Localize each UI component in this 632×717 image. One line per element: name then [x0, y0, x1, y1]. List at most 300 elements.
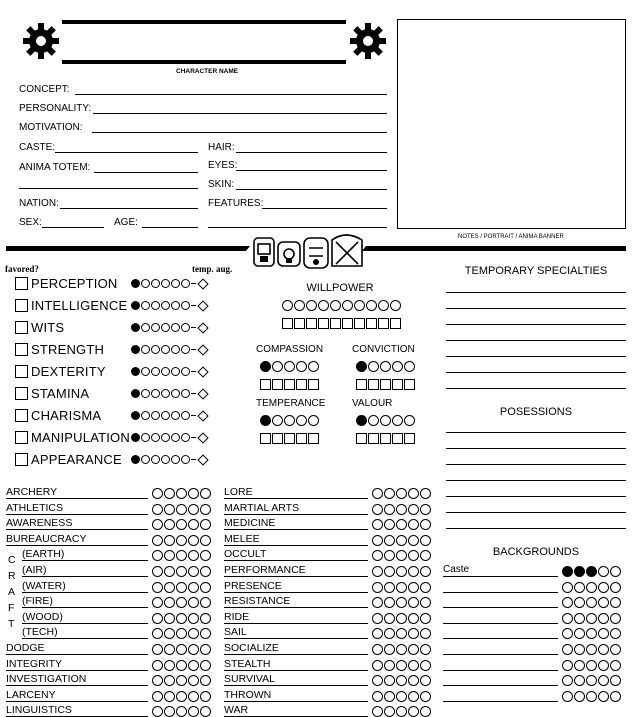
rating-dot[interactable]	[598, 644, 609, 655]
anima-totem-field[interactable]	[94, 172, 198, 173]
rating-dot[interactable]	[188, 597, 199, 608]
willpower-box[interactable]	[354, 318, 365, 329]
rating-dot[interactable]	[164, 488, 175, 499]
rating-dot[interactable]	[171, 301, 180, 310]
willpower-box[interactable]	[366, 318, 377, 329]
rating-dot[interactable]	[152, 597, 163, 608]
virtue-rating[interactable]	[260, 415, 319, 426]
rating-dot[interactable]	[161, 367, 170, 376]
rating-dot[interactable]	[562, 582, 573, 593]
rating-dot[interactable]	[408, 519, 419, 530]
rating-dot[interactable]	[586, 644, 597, 655]
rating-dot[interactable]	[200, 660, 211, 671]
rating-dot[interactable]	[610, 628, 621, 639]
personality-field[interactable]	[93, 113, 387, 114]
rating-dot[interactable]	[164, 644, 175, 655]
rating-dot[interactable]	[392, 415, 403, 426]
temp-aug-diamond[interactable]	[197, 366, 208, 377]
rating-dot[interactable]	[396, 488, 407, 499]
rating-dot[interactable]	[396, 613, 407, 624]
name-frame[interactable]	[62, 20, 346, 64]
rating-dot[interactable]	[164, 504, 175, 515]
rating-dot[interactable]	[141, 323, 150, 332]
background-rating[interactable]	[562, 628, 621, 639]
ability-rating[interactable]	[152, 550, 211, 561]
rating-dot[interactable]	[152, 613, 163, 624]
temp-aug-diamond[interactable]	[197, 410, 208, 421]
rating-dot[interactable]	[586, 566, 597, 577]
rating-dot[interactable]	[272, 415, 283, 426]
rating-dot[interactable]	[308, 361, 319, 372]
rating-dot[interactable]	[152, 628, 163, 639]
rating-dot[interactable]	[372, 535, 383, 546]
rating-dot[interactable]	[562, 660, 573, 671]
motivation-field[interactable]	[92, 132, 387, 133]
rating-dot[interactable]	[574, 597, 585, 608]
rating-dot[interactable]	[562, 597, 573, 608]
rating-dot[interactable]	[384, 675, 395, 686]
rating-dot[interactable]	[176, 550, 187, 561]
anima-totem-field-2[interactable]	[19, 188, 198, 189]
favored-checkbox[interactable]	[15, 299, 28, 312]
rating-dot[interactable]	[372, 675, 383, 686]
eyes-field[interactable]	[236, 170, 387, 171]
willpower-box[interactable]	[318, 318, 329, 329]
willpower-dot[interactable]	[390, 300, 401, 311]
rating-dot[interactable]	[171, 389, 180, 398]
willpower-box[interactable]	[342, 318, 353, 329]
willpower-box[interactable]	[294, 318, 305, 329]
ability-rating[interactable]	[372, 488, 431, 499]
rating-dot[interactable]	[164, 597, 175, 608]
rating-dot[interactable]	[141, 411, 150, 420]
rating-dot[interactable]	[164, 660, 175, 671]
rating-dot[interactable]	[260, 415, 271, 426]
rating-dot[interactable]	[141, 433, 150, 442]
favored-checkbox[interactable]	[15, 365, 28, 378]
rating-dot[interactable]	[161, 301, 170, 310]
rating-dot[interactable]	[420, 644, 431, 655]
virtue-box[interactable]	[392, 379, 403, 390]
rating-dot[interactable]	[396, 597, 407, 608]
rating-dot[interactable]	[141, 301, 150, 310]
rating-dot[interactable]	[598, 613, 609, 624]
willpower-dot[interactable]	[294, 300, 305, 311]
virtue-box[interactable]	[392, 433, 403, 444]
virtue-box[interactable]	[368, 433, 379, 444]
rating-dot[interactable]	[408, 675, 419, 686]
rating-dot[interactable]	[272, 361, 283, 372]
rating-dot[interactable]	[181, 279, 190, 288]
rating-dot[interactable]	[408, 488, 419, 499]
temp-aug-diamond[interactable]	[197, 322, 208, 333]
ability-rating[interactable]	[152, 628, 211, 639]
rating-dot[interactable]	[372, 504, 383, 515]
background-rating[interactable]	[562, 597, 621, 608]
rating-dot[interactable]	[181, 301, 190, 310]
virtue-rating[interactable]	[356, 415, 415, 426]
virtue-rating[interactable]	[260, 361, 319, 372]
rating-dot[interactable]	[396, 582, 407, 593]
virtue-box[interactable]	[380, 433, 391, 444]
rating-dot[interactable]	[151, 367, 160, 376]
virtue-box[interactable]	[404, 379, 415, 390]
rating-dot[interactable]	[372, 550, 383, 561]
ability-line[interactable]	[224, 576, 368, 577]
rating-dot[interactable]	[152, 488, 163, 499]
rating-dot[interactable]	[372, 660, 383, 671]
rating-dot[interactable]	[171, 433, 180, 442]
rating-dot[interactable]	[152, 519, 163, 530]
possession-line[interactable]	[446, 432, 626, 433]
rating-dot[interactable]	[404, 415, 415, 426]
rating-dot[interactable]	[392, 361, 403, 372]
rating-dot[interactable]	[188, 519, 199, 530]
rating-dot[interactable]	[598, 566, 609, 577]
rating-dot[interactable]	[372, 519, 383, 530]
rating-dot[interactable]	[296, 415, 307, 426]
ability-rating[interactable]	[372, 644, 431, 655]
rating-dot[interactable]	[384, 488, 395, 499]
ability-line[interactable]	[224, 498, 368, 499]
background-line[interactable]	[443, 701, 558, 702]
rating-dot[interactable]	[181, 433, 190, 442]
rating-dot[interactable]	[574, 582, 585, 593]
rating-dot[interactable]	[161, 433, 170, 442]
rating-dot[interactable]	[380, 415, 391, 426]
rating-dot[interactable]	[408, 582, 419, 593]
rating-dot[interactable]	[562, 566, 573, 577]
rating-dot[interactable]	[188, 613, 199, 624]
virtue-box[interactable]	[284, 433, 295, 444]
rating-dot[interactable]	[610, 675, 621, 686]
rating-dot[interactable]	[181, 367, 190, 376]
possession-line[interactable]	[446, 528, 626, 529]
rating-dot[interactable]	[200, 628, 211, 639]
rating-dot[interactable]	[396, 504, 407, 515]
willpower-box[interactable]	[390, 318, 401, 329]
rating-dot[interactable]	[586, 582, 597, 593]
rating-dot[interactable]	[574, 691, 585, 702]
background-line[interactable]	[443, 685, 558, 686]
ability-line[interactable]	[22, 638, 148, 639]
rating-dot[interactable]	[372, 582, 383, 593]
favored-checkbox[interactable]	[15, 431, 28, 444]
rating-dot[interactable]	[151, 345, 160, 354]
rating-dot[interactable]	[296, 361, 307, 372]
virtue-box[interactable]	[380, 379, 391, 390]
rating-dot[interactable]	[164, 566, 175, 577]
rating-dot[interactable]	[586, 613, 597, 624]
portrait-box[interactable]	[397, 19, 626, 229]
rating-dot[interactable]	[131, 367, 140, 376]
rating-dot[interactable]	[586, 675, 597, 686]
ability-line[interactable]	[224, 514, 368, 515]
attribute-rating[interactable]	[131, 455, 190, 464]
rating-dot[interactable]	[372, 644, 383, 655]
willpower-dot[interactable]	[282, 300, 293, 311]
rating-dot[interactable]	[420, 660, 431, 671]
ability-rating[interactable]	[152, 613, 211, 624]
ability-rating[interactable]	[372, 613, 431, 624]
rating-dot[interactable]	[420, 597, 431, 608]
rating-dot[interactable]	[396, 644, 407, 655]
ability-line[interactable]	[22, 560, 148, 561]
caste-field[interactable]	[55, 152, 198, 153]
rating-dot[interactable]	[176, 691, 187, 702]
rating-dot[interactable]	[181, 411, 190, 420]
willpower-dot[interactable]	[354, 300, 365, 311]
rating-dot[interactable]	[200, 519, 211, 530]
rating-dot[interactable]	[368, 415, 379, 426]
rating-dot[interactable]	[176, 628, 187, 639]
sex-field[interactable]	[42, 227, 104, 228]
skin-field[interactable]	[236, 189, 387, 190]
rating-dot[interactable]	[131, 301, 140, 310]
rating-dot[interactable]	[610, 691, 621, 702]
rating-dot[interactable]	[176, 582, 187, 593]
rating-dot[interactable]	[574, 566, 585, 577]
rating-dot[interactable]	[171, 345, 180, 354]
rating-dot[interactable]	[384, 613, 395, 624]
rating-dot[interactable]	[610, 660, 621, 671]
rating-dot[interactable]	[141, 389, 150, 398]
rating-dot[interactable]	[574, 613, 585, 624]
rating-dot[interactable]	[384, 691, 395, 702]
rating-dot[interactable]	[408, 535, 419, 546]
temp-aug-diamond[interactable]	[197, 388, 208, 399]
ability-line[interactable]	[6, 514, 148, 515]
rating-dot[interactable]	[610, 597, 621, 608]
willpower-box[interactable]	[330, 318, 341, 329]
ability-rating[interactable]	[152, 675, 211, 686]
ability-line[interactable]	[6, 685, 148, 686]
rating-dot[interactable]	[141, 279, 150, 288]
rating-dot[interactable]	[408, 504, 419, 515]
rating-dot[interactable]	[598, 582, 609, 593]
virtue-box[interactable]	[356, 433, 367, 444]
ability-line[interactable]	[6, 545, 148, 546]
rating-dot[interactable]	[200, 597, 211, 608]
rating-dot[interactable]	[171, 323, 180, 332]
rating-dot[interactable]	[396, 519, 407, 530]
possession-line[interactable]	[446, 496, 626, 497]
rating-dot[interactable]	[176, 535, 187, 546]
possession-line[interactable]	[446, 464, 626, 465]
attribute-rating[interactable]	[131, 345, 190, 354]
rating-dot[interactable]	[368, 361, 379, 372]
rating-dot[interactable]	[408, 691, 419, 702]
rating-dot[interactable]	[420, 488, 431, 499]
rating-dot[interactable]	[161, 411, 170, 420]
rating-dot[interactable]	[131, 389, 140, 398]
rating-dot[interactable]	[164, 519, 175, 530]
specialty-line[interactable]	[446, 308, 626, 309]
possession-line[interactable]	[446, 480, 626, 481]
rating-dot[interactable]	[372, 691, 383, 702]
rating-dot[interactable]	[356, 361, 367, 372]
background-line[interactable]	[443, 592, 558, 593]
virtue-box[interactable]	[404, 433, 415, 444]
virtue-box[interactable]	[284, 379, 295, 390]
rating-dot[interactable]	[396, 660, 407, 671]
specialty-line[interactable]	[446, 388, 626, 389]
rating-dot[interactable]	[161, 345, 170, 354]
rating-dot[interactable]	[610, 613, 621, 624]
rating-dot[interactable]	[586, 628, 597, 639]
willpower-dot[interactable]	[378, 300, 389, 311]
rating-dot[interactable]	[598, 628, 609, 639]
ability-rating[interactable]	[152, 488, 211, 499]
ability-rating[interactable]	[152, 644, 211, 655]
rating-dot[interactable]	[284, 415, 295, 426]
rating-dot[interactable]	[141, 367, 150, 376]
rating-dot[interactable]	[420, 566, 431, 577]
rating-dot[interactable]	[164, 550, 175, 561]
rating-dot[interactable]	[200, 644, 211, 655]
rating-dot[interactable]	[372, 628, 383, 639]
background-rating[interactable]	[562, 675, 621, 686]
specialty-line[interactable]	[446, 356, 626, 357]
rating-dot[interactable]	[408, 566, 419, 577]
rating-dot[interactable]	[420, 535, 431, 546]
rating-dot[interactable]	[200, 535, 211, 546]
rating-dot[interactable]	[408, 597, 419, 608]
ability-rating[interactable]	[152, 597, 211, 608]
rating-dot[interactable]	[260, 361, 271, 372]
rating-dot[interactable]	[131, 279, 140, 288]
rating-dot[interactable]	[164, 535, 175, 546]
ability-line[interactable]	[224, 592, 368, 593]
rating-dot[interactable]	[372, 613, 383, 624]
ability-line[interactable]	[224, 638, 368, 639]
rating-dot[interactable]	[396, 550, 407, 561]
ability-rating[interactable]	[152, 566, 211, 577]
rating-dot[interactable]	[161, 279, 170, 288]
rating-dot[interactable]	[408, 550, 419, 561]
temp-aug-diamond[interactable]	[197, 344, 208, 355]
rating-dot[interactable]	[188, 535, 199, 546]
rating-dot[interactable]	[404, 361, 415, 372]
rating-dot[interactable]	[131, 455, 140, 464]
willpower-dot[interactable]	[366, 300, 377, 311]
rating-dot[interactable]	[200, 675, 211, 686]
rating-dot[interactable]	[420, 519, 431, 530]
rating-dot[interactable]	[372, 597, 383, 608]
concept-field[interactable]	[75, 94, 387, 95]
rating-dot[interactable]	[384, 519, 395, 530]
favored-checkbox[interactable]	[15, 453, 28, 466]
favored-checkbox[interactable]	[15, 387, 28, 400]
rating-dot[interactable]	[176, 613, 187, 624]
ability-rating[interactable]	[152, 660, 211, 671]
rating-dot[interactable]	[188, 550, 199, 561]
specialty-line[interactable]	[446, 324, 626, 325]
rating-dot[interactable]	[164, 628, 175, 639]
rating-dot[interactable]	[188, 488, 199, 499]
rating-dot[interactable]	[356, 415, 367, 426]
attribute-rating[interactable]	[131, 323, 190, 332]
rating-dot[interactable]	[200, 488, 211, 499]
rating-dot[interactable]	[181, 455, 190, 464]
specialty-line[interactable]	[446, 372, 626, 373]
rating-dot[interactable]	[384, 628, 395, 639]
willpower-box[interactable]	[306, 318, 317, 329]
rating-dot[interactable]	[598, 691, 609, 702]
ability-rating[interactable]	[372, 566, 431, 577]
virtue-box[interactable]	[356, 379, 367, 390]
hair-field[interactable]	[236, 152, 387, 153]
rating-dot[interactable]	[131, 323, 140, 332]
background-line[interactable]	[443, 638, 558, 639]
age-field[interactable]	[142, 227, 198, 228]
rating-dot[interactable]	[164, 613, 175, 624]
ability-rating[interactable]	[372, 519, 431, 530]
rating-dot[interactable]	[308, 415, 319, 426]
virtue-box[interactable]	[272, 433, 283, 444]
ability-line[interactable]	[6, 701, 148, 702]
rating-dot[interactable]	[200, 550, 211, 561]
rating-dot[interactable]	[131, 411, 140, 420]
ability-rating[interactable]	[372, 535, 431, 546]
rating-dot[interactable]	[372, 566, 383, 577]
rating-dot[interactable]	[384, 535, 395, 546]
rating-dot[interactable]	[420, 675, 431, 686]
rating-dot[interactable]	[200, 613, 211, 624]
rating-dot[interactable]	[181, 389, 190, 398]
background-rating[interactable]	[562, 660, 621, 671]
rating-dot[interactable]	[188, 582, 199, 593]
background-rating[interactable]	[562, 644, 621, 655]
ability-rating[interactable]	[152, 691, 211, 702]
willpower-dot[interactable]	[306, 300, 317, 311]
specialty-line[interactable]	[446, 340, 626, 341]
background-line[interactable]	[443, 623, 558, 624]
ability-rating[interactable]	[152, 582, 211, 593]
virtue-rating[interactable]	[356, 361, 415, 372]
willpower-box[interactable]	[378, 318, 389, 329]
rating-dot[interactable]	[152, 691, 163, 702]
ability-line[interactable]	[224, 529, 368, 530]
rating-dot[interactable]	[176, 660, 187, 671]
rating-dot[interactable]	[151, 301, 160, 310]
ability-rating[interactable]	[372, 504, 431, 515]
ability-line[interactable]	[224, 654, 368, 655]
ability-line[interactable]	[224, 670, 368, 671]
rating-dot[interactable]	[176, 644, 187, 655]
rating-dot[interactable]	[151, 433, 160, 442]
background-line[interactable]	[443, 670, 558, 671]
rating-dot[interactable]	[420, 504, 431, 515]
rating-dot[interactable]	[562, 628, 573, 639]
background-rating[interactable]	[562, 582, 621, 593]
rating-dot[interactable]	[396, 566, 407, 577]
attribute-rating[interactable]	[131, 301, 190, 310]
rating-dot[interactable]	[200, 691, 211, 702]
rating-dot[interactable]	[152, 660, 163, 671]
rating-dot[interactable]	[396, 535, 407, 546]
ability-line[interactable]	[22, 607, 148, 608]
ability-line[interactable]	[22, 592, 148, 593]
rating-dot[interactable]	[562, 613, 573, 624]
rating-dot[interactable]	[161, 455, 170, 464]
rating-dot[interactable]	[188, 628, 199, 639]
attribute-rating[interactable]	[131, 367, 190, 376]
rating-dot[interactable]	[380, 361, 391, 372]
rating-dot[interactable]	[610, 582, 621, 593]
ability-rating[interactable]	[372, 675, 431, 686]
rating-dot[interactable]	[384, 550, 395, 561]
